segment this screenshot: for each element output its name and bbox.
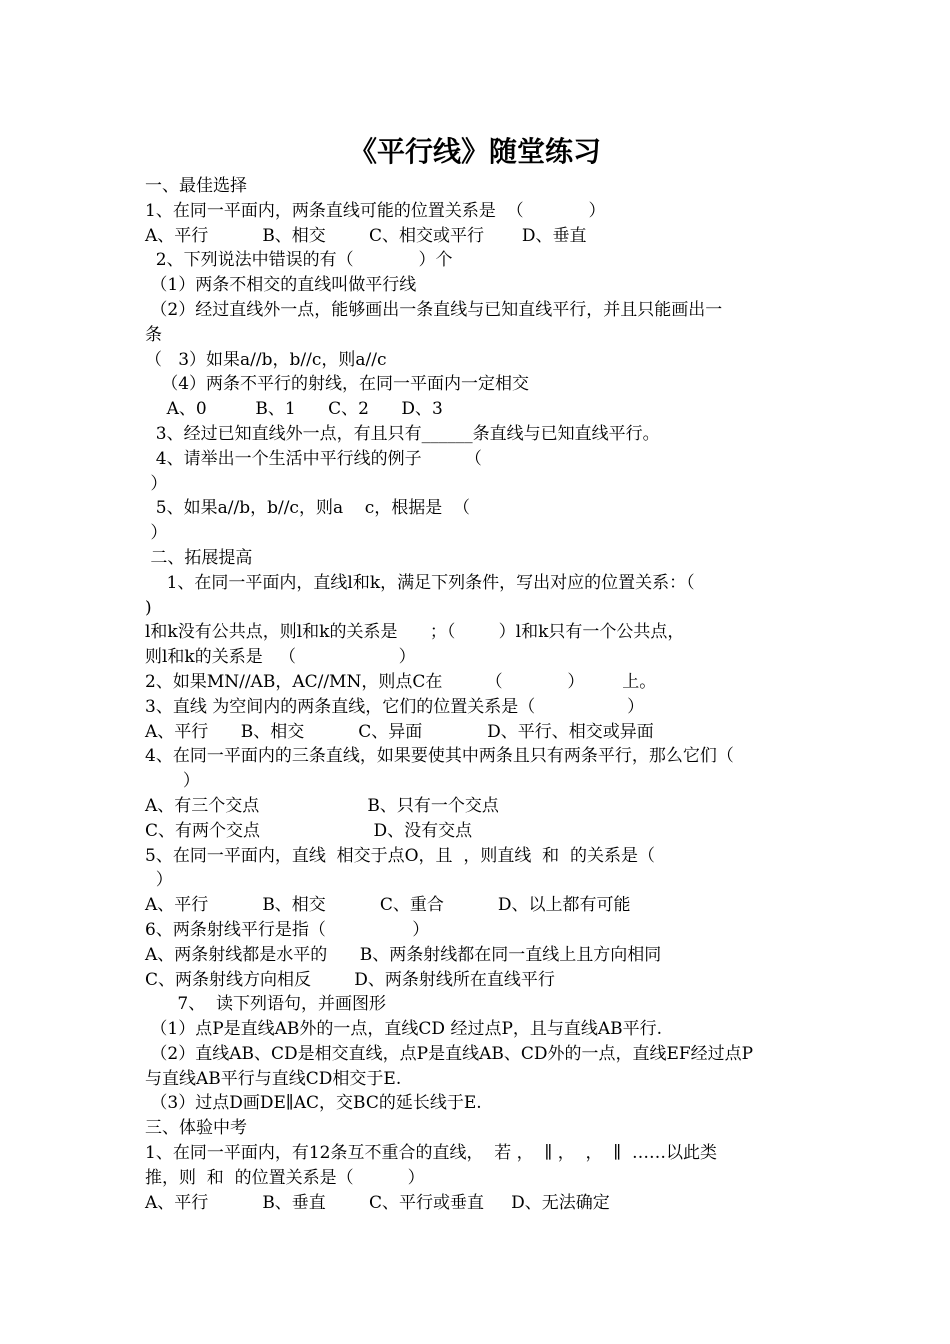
text-line: ） <box>145 523 168 544</box>
text-line: A、有三个交点 B、只有一个交点 <box>145 795 499 816</box>
text-line: （ 3）如果a//b，b//c，则a//c <box>145 349 387 370</box>
text-line: ) <box>145 597 152 618</box>
text-line: 一、最佳选择 <box>145 176 247 196</box>
text-line: 4、请举出一个生活中平行线的例子 （ <box>145 448 482 469</box>
text-line: A、平行 B、垂直 C、平行或垂直 D、无法确定 <box>145 1192 610 1213</box>
text-line: 5、如果a//b，b//c，则a c，根据是 （ <box>145 498 471 519</box>
text-line: （2）直线AB、CD是相交直线，点P是直线AB、CD外的一点，直线EF经过点P <box>145 1043 754 1064</box>
text-line: A、0 B、1 C、2 D、3 <box>145 399 443 420</box>
text-line: A、两条射线都是水平的 B、两条射线都在同一直线上且方向相同 <box>145 944 662 965</box>
text-line: 推，则 和 的位置关系是（ ） <box>145 1167 425 1188</box>
text-line: （1）两条不相交的直线叫做平行线 <box>145 275 417 296</box>
text-line: l和k没有公共点，则l和k的关系是 ；（ ）l和k只有一个公共点， <box>145 622 685 643</box>
text-line: A、平行 B、相交 C、重合 D、以上都有可能 <box>145 895 631 916</box>
text-line: 5、在同一平面内，直线 相交于点O，且 ，则直线 和 的关系是（ <box>145 845 655 866</box>
text-line: （1）点P是直线AB外的一点，直线CD 经过点P，且与直线AB平行. <box>145 1019 663 1040</box>
text-line: 7、 读下列语句，并画图形 <box>145 994 387 1015</box>
page-title: 《平行线》随堂练习 <box>348 135 601 168</box>
text-line: （2）经过直线外一点，能够画出一条直线与已知直线平行，并且只能画出一 <box>145 299 723 320</box>
text-line: A、平行 B、相交 C、相交或平行 D、垂直 <box>145 225 587 246</box>
text-line: 3、经过已知直线外一点，有且只有______条直线与已知直线平行。 <box>145 423 660 444</box>
text-line: （4）两条不平行的射线，在同一平面内一定相交 <box>145 374 530 395</box>
text-line: 三、体验中考 <box>145 1118 247 1139</box>
text-line: ） <box>145 771 200 792</box>
document-body <box>145 174 815 1215</box>
text-line: 与直线AB平行与直线CD相交于E. <box>145 1068 402 1089</box>
text-line: 条 <box>145 324 162 345</box>
text-line: 二、拓展提高 <box>145 547 253 568</box>
text-line: （3）过点D画DE∥AC，交BC的延长线于E. <box>145 1093 482 1114</box>
text-line: ） <box>145 473 168 494</box>
text-line: ） <box>145 870 173 891</box>
text-line: 1、在同一平面内，有12条互不重合的直线， 若 ， ∥ ， ， ∥ ……以此类 <box>145 1143 717 1164</box>
text-line: C、有两个交点 D、没有交点 <box>145 820 473 841</box>
text-line: 3、直线 为空间内的两条直线，它们的位置关系是（ ） <box>145 696 645 717</box>
text-line: 6、两条射线平行是指（ ） <box>145 919 430 940</box>
text-line: C、两条射线方向相反 D、两条射线所在直线平行 <box>145 969 555 990</box>
text-line: A、平行 B、相交 C、异面 D、平行、相交或异面 <box>145 721 654 742</box>
text-line: 1、在同一平面内，两条直线可能的位置关系是 （ ） <box>145 200 606 221</box>
text-line: 1、在同一平面内，直线l和k，满足下列条件，写出对应的位置关系：（ <box>145 572 695 593</box>
text-line: 4、在同一平面内的三条直线，如果要使其中两条且只有两条平行，那么它们（ <box>145 746 734 767</box>
text-line: 2、下列说法中错误的有（ ）个 <box>145 250 453 271</box>
text-line: 则l和k的关系是 （ ） <box>145 647 416 668</box>
text-line: 2、如果MN//AB，AC//MN，则点C在 （ ） 上。 <box>145 671 657 692</box>
